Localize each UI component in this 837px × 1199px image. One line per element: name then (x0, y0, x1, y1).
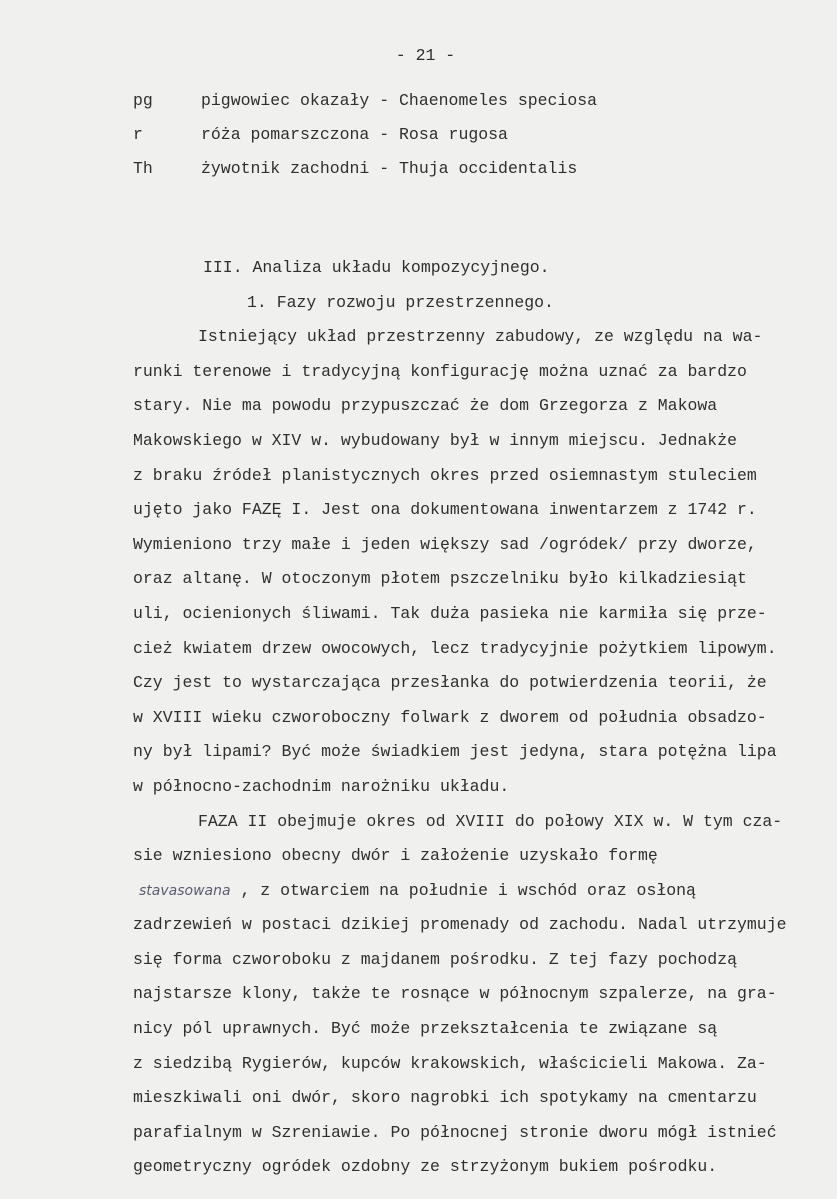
legend-abbr: r (133, 125, 143, 144)
legend-abbr: Th (133, 159, 153, 178)
subsection-heading: 1. Fazy rozwoju przestrzennego. (247, 292, 554, 312)
text-line: uli, ocienionych śliwami. Tak duża pasieka nie karmiła się prze- (133, 603, 767, 623)
legend-item (133, 118, 597, 152)
legend-item (133, 84, 597, 118)
text-line: FAZA II obejmuje okres od XVIII do połowy XIX w. W tym cza- (198, 811, 783, 831)
text-line: z siedzibą Rygierów, kupców krakowskich, właścicieli Makowa. Za- (133, 1053, 767, 1073)
legend-item (133, 152, 597, 186)
paragraph-1 (133, 320, 787, 804)
document-body (133, 251, 787, 1185)
text-line: geometryczny ogródek ozdobny ze strzyżonym bukiem pośrodku. (133, 1157, 718, 1177)
text-fragment: , z otwarciem na południe i wschód oraz osłoną (230, 880, 696, 900)
text-line: Istniejący układ przestrzenny zabudowy, ze względu na wa- (198, 327, 763, 347)
legend-text: pigwowiec okazały - Chaenomeles speciosa (201, 91, 598, 110)
text-line: oraz altanę. W otoczonym płotem pszczelniku było kilkadziesiąt (133, 569, 747, 589)
section-heading: III. Analiza układu kompozycyjnego. (203, 258, 550, 277)
text-line: w XVIII wieku czworoboczny folwark z dworem od południa obsadzo- (133, 707, 767, 727)
legend-text: żywotnik zachodni - Thuja occidentalis (201, 159, 578, 178)
plant-legend (133, 84, 597, 186)
text-line: w północno-zachodnim narożniku układu. (133, 776, 510, 796)
page-number: - 21 - (395, 46, 456, 65)
text-line: Wymieniono trzy małe i jeden większy sad /ogródek/ przy dworze, (133, 534, 757, 554)
text-line: runki terenowe i tradycyjną konfigurację można uznać za bardzo (133, 361, 747, 381)
legend-text: róża pomarszczona - Rosa rugosa (201, 125, 508, 144)
text-line: ujęto jako FAZĘ I. Jest ona dokumentowana inwentarzem z 1742 r. (133, 500, 757, 520)
text-line (133, 874, 787, 909)
paragraph-2 (133, 805, 787, 1186)
text-line: cież kwiatem drzew owocowych, lecz tradycyjnie pożytkiem lipowym. (133, 638, 777, 658)
text-line: się forma czworoboku z majdanem pośrodku. Z tej fazy pochodzą (133, 949, 737, 969)
text-line: z braku źródeł planistycznych okres przed osiemnastym stuleciem (133, 465, 757, 485)
text-line: najstarsze klony, także te rosnące w północnym szpalerze, na gra- (133, 984, 777, 1004)
text-line: nicy pól uprawnych. Być może przekształcenia te związane są (133, 1019, 718, 1039)
text-line: mieszkiwali oni dwór, skoro nagrobki ich spotykamy na cmentarzu (133, 1088, 757, 1108)
text-line: zadrzewień w postaci dzikiej promenady od zachodu. Nadal utrzymuje (133, 915, 787, 935)
text-line: stary. Nie ma powodu przypuszczać że dom Grzegorza z Makowa (133, 396, 718, 416)
text-line: Czy jest to wystarczająca przesłanka do potwierdzenia teorii, że (133, 673, 767, 693)
text-line: parafialnym w Szreniawie. Po północnej stronie dworu mógł istnieć (133, 1122, 777, 1142)
text-line: Makowskiego w XIV w. wybudowany był w innym miejscu. Jednakże (133, 430, 737, 450)
handwritten-insert: stavasowana (139, 882, 231, 899)
legend-abbr: pg (133, 91, 153, 110)
text-line: ny był lipami? Być może świadkiem jest jedyna, stara potężna lipa (133, 742, 777, 762)
text-line: sie wzniesiono obecny dwór i założenie uzyskało formę (133, 846, 658, 866)
